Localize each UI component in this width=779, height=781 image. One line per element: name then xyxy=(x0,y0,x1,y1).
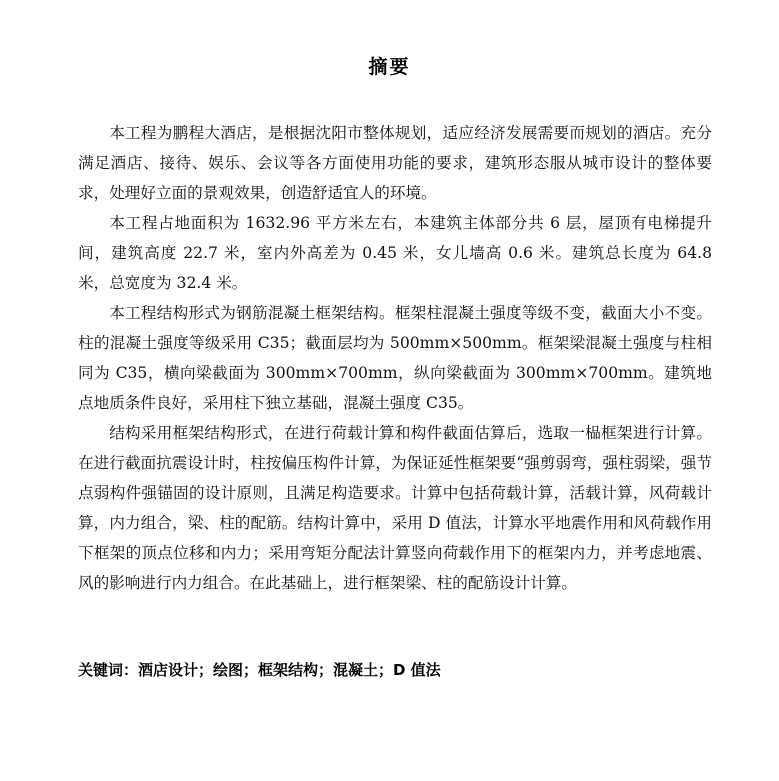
keywords-line: 关键词：酒店设计；绘图；框架结构；混凝土；D 值法 xyxy=(78,661,441,679)
abstract-title: 摘要 xyxy=(368,56,411,78)
abstract-paragraph-4: 结构采用框架结构形式，在进行荷载计算和构件截面估算后，选取一榀框架进行计算。在进行截面抗震设计时，柱按偏压构件计算，为保证延性框架要“强剪弱弯，强柱弱梁，强节点弱构件强锚固的设计原则，且满足构造要求。计算中包括荷载计算，活载计算，风荷载计算，内力组合，梁、柱的配筋。结构计算中，采用 D 值法，计算水平地震作用和风荷载作用下框架的顶点位移和内力；采用弯矩分配法计算竖向荷载作用下的框架内力，并考虑地震、风的影响进行内力组合。在此基础上，进行框架梁、柱的配筋设计计算。 xyxy=(78,424,712,592)
abstract-paragraph-1: 本工程为鹏程大酒店，是根据沈阳市整体规划，适应经济发展需要而规划的酒店。充分满足酒店、接待、娱乐、会议等各方面使用功能的要求，建筑形态服从城市设计的整体要求，处理好立面的景观效果，创造舒适宜人的环境。 xyxy=(78,124,712,202)
abstract-paragraph-2: 本工程占地面积为 1632.96 平方米左右，本建筑主体部分共 6 层，屋顶有电梯提升间，建筑高度 22.7 米，室内外高差为 0.45 米，女儿墙高 0.6 米。建筑总长度为 64.8 米，总宽度为 32.4 米。 xyxy=(78,214,712,292)
abstract-body xyxy=(78,118,712,598)
abstract-paragraph-3: 本工程结构形式为钢筋混凝土框架结构。框架柱混凝土强度等级不变，截面大小不变。柱的混凝土强度等级采用 C35；截面层均为 500mm×500mm。框架梁混凝土强度与柱相同为 C35，横向梁截面为 300mm×700mm，纵向梁截面为 300mm×700mm。建筑地点地质条件良好，采用柱下独立基础，混凝土强度 C35。 xyxy=(78,304,712,412)
